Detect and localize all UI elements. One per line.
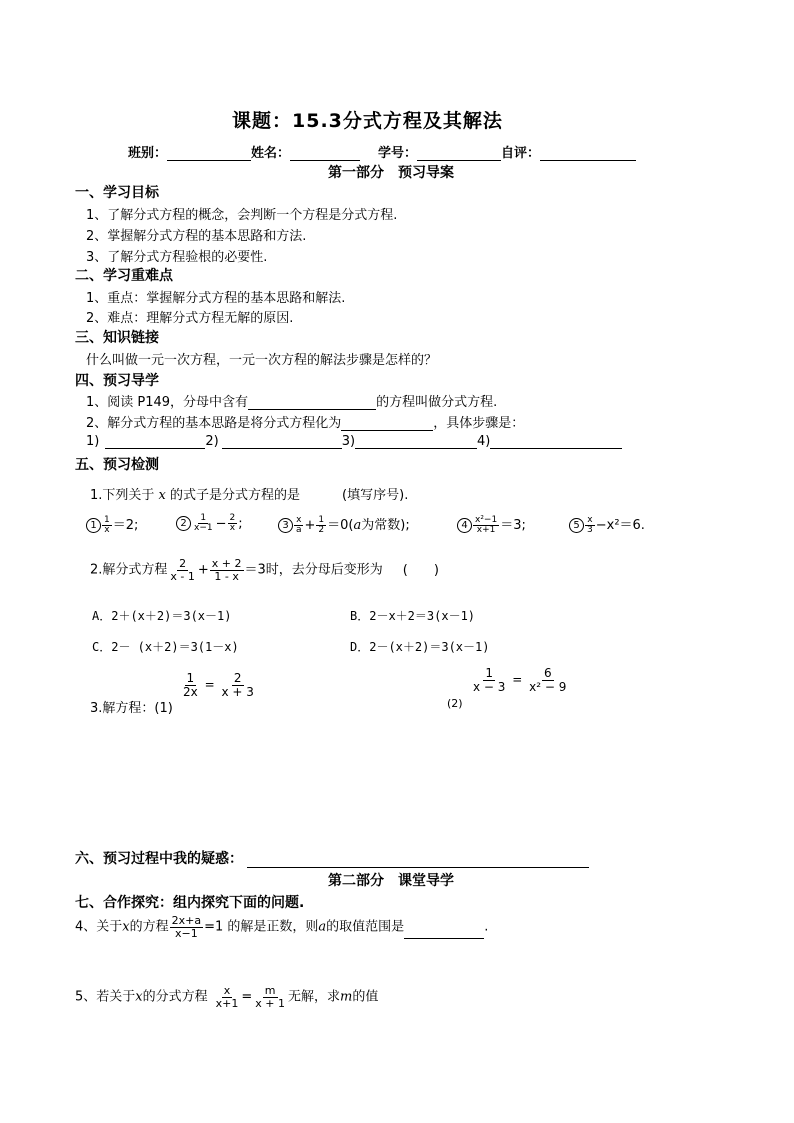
q4-text4: 的取值范围是 [326, 919, 405, 935]
class-label: 班别： [128, 146, 168, 161]
num: 1 [318, 514, 325, 525]
s6-blank[interactable] [247, 853, 589, 868]
op: + [197, 562, 209, 578]
den: x+1 [215, 996, 239, 1010]
option-4 [457, 514, 526, 535]
step-label: 1) [86, 434, 100, 449]
s2-heading: 二、学习重难点 [75, 268, 173, 284]
den: x−1 [175, 926, 198, 940]
q4-text3: =1 的解是正数，则 [204, 919, 319, 935]
rest: ＝3; [500, 518, 526, 533]
name-label: 姓名： [251, 146, 291, 161]
s4-item2-text: 2、解分式方程的基本思路是将分式方程化为 [86, 416, 342, 431]
q3-eq1 [180, 672, 257, 698]
s4-steps [86, 434, 622, 449]
num: 2 [179, 557, 187, 570]
choice-b: B．2－x＋2＝3(x－1) [350, 609, 476, 623]
op: = [512, 672, 523, 687]
den: 3 [587, 525, 593, 535]
info-line [128, 142, 636, 161]
s4-item1-text2: 的方程叫做分式方程. [376, 395, 498, 410]
step-label: 2) [205, 434, 219, 449]
number-circle: 5 [569, 518, 584, 533]
den: 2x [183, 684, 198, 699]
num: x [223, 984, 231, 997]
q4-text2: 的方程 [129, 919, 169, 935]
q5-text3: 无解，求 [288, 989, 341, 1005]
s4-heading: 四、预习导学 [75, 373, 159, 389]
name-blank[interactable] [290, 146, 360, 161]
q3-label: 3.解方程：(1) [90, 701, 173, 716]
num: 1 [200, 513, 207, 523]
var: x [122, 919, 130, 935]
eval-blank[interactable] [540, 146, 636, 161]
s4-item2-text2: ，具体步骤是： [433, 416, 525, 431]
den: x - 1 [170, 569, 195, 583]
s5-heading: 五、预习检测 [75, 457, 159, 473]
den: x² − 9 [529, 679, 567, 694]
s4-item1 [86, 391, 497, 410]
num: x [587, 514, 593, 525]
op: = [204, 677, 215, 692]
var: a [318, 919, 327, 935]
den: 1 - x [214, 569, 239, 583]
page-title: 课题：15.3分式方程及其解法 [232, 110, 503, 132]
s2-item: 2、难点：理解分式方程无解的原因. [86, 311, 294, 326]
num: 2 [229, 513, 236, 523]
den: x − 3 [473, 679, 506, 694]
q5-text: 5、若关于 [75, 989, 136, 1005]
q1 [90, 484, 408, 503]
q5-text4: 的值 [352, 989, 379, 1005]
number-blank[interactable] [417, 146, 501, 161]
op: + [304, 518, 316, 533]
step-label: 4) [477, 434, 491, 449]
q4-end: . [484, 919, 489, 935]
q3-eq2 [470, 667, 569, 693]
number-label: 学号： [378, 146, 418, 161]
part2-heading: 第二部分 课堂导学 [328, 873, 454, 889]
s3-text: 什么叫做一元一次方程，一元一次方程的解法步骤是怎样的？ [86, 353, 438, 368]
num: 1 [104, 514, 110, 525]
den: 2 [318, 525, 325, 535]
den: x [229, 523, 236, 534]
choice-c: C．2－ (x＋2)＝3(1－x) [92, 640, 239, 654]
step-blank[interactable] [222, 434, 342, 449]
s3-heading: 三、知识链接 [75, 330, 159, 346]
num: 1 [186, 671, 195, 685]
q1-text2: 的式子是分式方程的是 [170, 488, 301, 503]
s1-heading: 一、学习目标 [75, 185, 159, 201]
s6-text: 六、预习过程中我的疑惑： [75, 851, 243, 867]
den: a [296, 525, 302, 535]
op: = [241, 989, 253, 1005]
num: m [264, 984, 276, 997]
den: x−1 [194, 523, 213, 534]
var: x [158, 488, 166, 503]
option-1 [86, 514, 138, 535]
q4-text: 4、关于 [75, 919, 123, 935]
num: x²−1 [475, 514, 498, 525]
num: x + 2 [211, 557, 242, 570]
den: x [104, 525, 110, 535]
number-circle: 4 [457, 518, 472, 533]
num: 2x+a [171, 914, 202, 927]
den: x + 1 [255, 996, 285, 1010]
q2-text2: ＝3时，去分母后变形为 [244, 562, 383, 578]
var: x [135, 989, 143, 1005]
choice-a: A．2＋(x＋2)＝3(x－1) [92, 609, 232, 623]
rest: −x²＝6. [595, 518, 645, 533]
q2-text: 2.解分式方程 [90, 562, 168, 578]
num: 2 [233, 671, 242, 685]
s4-blank2[interactable] [341, 416, 433, 431]
number-circle: 3 [278, 518, 293, 533]
s2-item: 1、重点：掌握解分式方程的基本思路和解法. [86, 291, 346, 306]
q1-text3: (填写序号). [342, 488, 409, 503]
option-3 [278, 514, 410, 535]
eval-label: 自评： [501, 146, 541, 161]
step-blank[interactable] [490, 434, 622, 449]
option-2 [176, 514, 243, 534]
s1-item: 3、了解分式方程验根的必要性. [86, 250, 268, 265]
answer-paren: ( ) [402, 562, 439, 578]
step-label: 3) [341, 434, 356, 449]
number-circle: 1 [86, 518, 101, 533]
s4-item1-text: 1、阅读 P149，分母中含有 [86, 395, 249, 410]
rest: ＝0( [327, 518, 354, 533]
num: 1 [485, 666, 494, 680]
s4-item2 [86, 412, 524, 431]
s7-heading: 七、合作探究：组内探究下面的问题. [75, 895, 305, 911]
s6-heading [75, 848, 589, 868]
q2 [90, 558, 439, 582]
s1-item: 2、掌握解分式方程的基本思路和方法. [86, 229, 307, 244]
s1-item: 1、了解分式方程的概念，会判断一个方程是分式方程. [86, 208, 398, 223]
s4-blank1[interactable] [248, 395, 376, 410]
den: x+1 [476, 525, 496, 535]
q5 [75, 985, 378, 1009]
q3-part2-label: (2) [447, 697, 463, 710]
rest: ＝2; [112, 518, 139, 533]
number-circle: 2 [176, 516, 191, 531]
var: a [353, 518, 362, 533]
num: x [296, 514, 302, 525]
q5-text2: 的分式方程 [142, 989, 208, 1005]
class-blank[interactable] [167, 146, 251, 161]
num: 6 [543, 666, 552, 680]
den: x + 3 [221, 684, 254, 699]
part1-heading: 第一部分 预习导案 [328, 165, 454, 181]
rest: ; [238, 516, 243, 532]
rest2: 为常数); [361, 518, 410, 533]
var: m [340, 989, 353, 1005]
step-blank[interactable] [355, 434, 477, 449]
op: − [215, 516, 227, 532]
choice-d: D．2－(x＋2)＝3(x－1) [350, 640, 490, 654]
q4 [75, 915, 488, 939]
step-blank[interactable] [105, 434, 205, 449]
option-5 [569, 514, 645, 535]
q1-text: 1.下列关于 [90, 488, 155, 503]
q4-blank[interactable] [404, 924, 484, 939]
